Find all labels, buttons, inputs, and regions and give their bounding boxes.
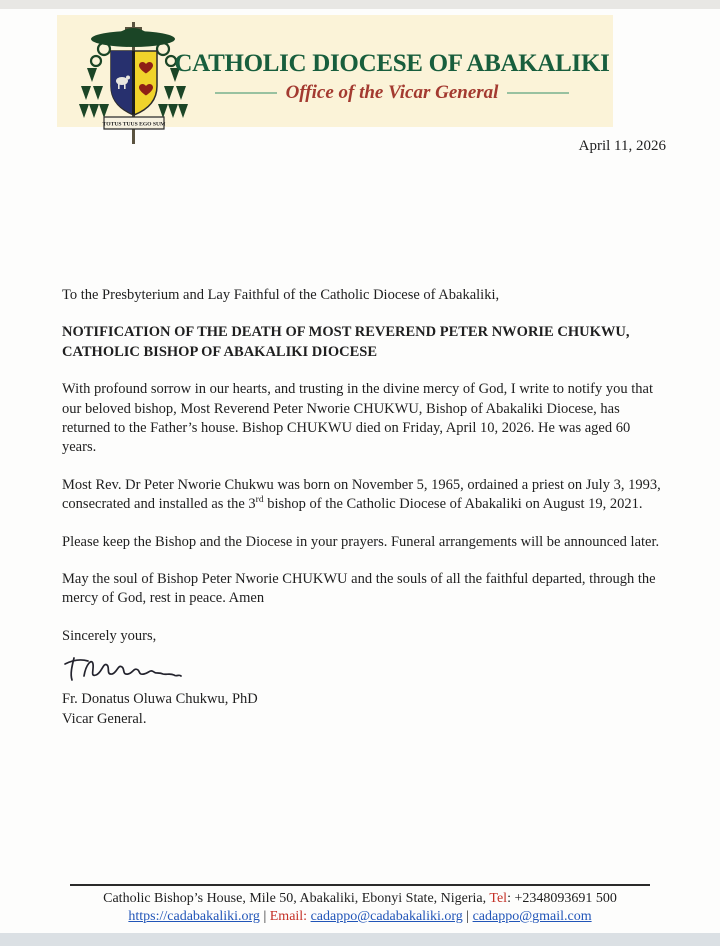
email-link-2[interactable]: cadappo@gmail.com [472,908,592,924]
signature-scribble-icon [62,650,212,688]
paragraph-biography [62,476,668,515]
letterhead-subtitle-row [168,82,616,104]
subtitle-dash-left [215,92,277,94]
email-label: Email: [269,908,311,924]
closing: Sincerely yours, [62,627,157,644]
footer-address: Catholic Bishop’s House, Mile 50, Abakaliki, Ebonyi State, Nigeria, [103,891,490,906]
letterhead-subtitle: Office of the Vicar General [285,82,499,103]
paragraph-eternal-rest: May the soul of Bishop Peter Nworie CHUKWU and the souls of all the faithful departed, through the mercy of God, rest in peace. Amen [62,571,656,607]
subtitle-dash-right [507,92,569,94]
footer-links-line [70,908,650,926]
letter-body [62,286,668,729]
photo-top-edge [0,0,720,9]
letterhead-title: CATHOLIC DIOCESE OF ABAKALIKI [174,50,610,77]
salutation: To the Presbyterium and Lay Faithful of the Catholic Diocese of Abakaliki, [62,287,500,303]
paragraph-prayers: Please keep the Bishop and the Diocese in your prayers. Funeral arrangements will be announced later. [62,533,660,550]
website-link[interactable]: https://cadabakaliki.org [128,908,260,924]
tel-value: : +2348093691 500 [507,891,617,906]
footer-address-line [70,890,650,908]
crest-motto-text: TOTUS TUUS EGO SUM [102,121,166,128]
footer [70,884,650,925]
letterhead-text [168,50,616,104]
biography-text-before: Most Rev. Dr Peter Nworie Chukwu was born on November 5, 1965, ordained a priest on July 3, 1993, consecrated and installed as the 3 [62,476,661,513]
photo-bottom-edge [0,933,720,946]
email-link-1[interactable]: cadappo@cadabakaliki.org [310,908,463,924]
tel-label: Tel [489,891,508,906]
footer-separator-2: | [462,908,473,924]
death-notification-heading: NOTIFICATION OF THE DEATH OF MOST REVEREND PETER NWORIE CHUKWU, CATHOLIC BISHOP OF ABAKALIKI DIOCESE [62,324,630,360]
paragraph-sorrow: With profound sorrow in our hearts, and trusting in the divine mercy of God, I write to notify you that our beloved bishop, Most Reverend Peter Nworie CHUKWU, Bishop of Abakaliki Diocese, has returned to the Father’s house. Bishop CHUKWU died on Friday, April 10, 2026. He was aged 60 years. [62,381,653,456]
biography-text-after: bishop of the Catholic Diocese of Abakaliki on August 19, 2021. [263,496,643,513]
signature-block [62,690,668,729]
footer-separator-1: | [259,908,270,924]
letter-date: April 11, 2026 [578,138,666,154]
signer-title: Vicar General. [62,710,147,727]
ordinal-superscript: rd [255,495,264,506]
signer-name: Fr. Donatus Oluwa Chukwu, PhD [62,691,258,708]
